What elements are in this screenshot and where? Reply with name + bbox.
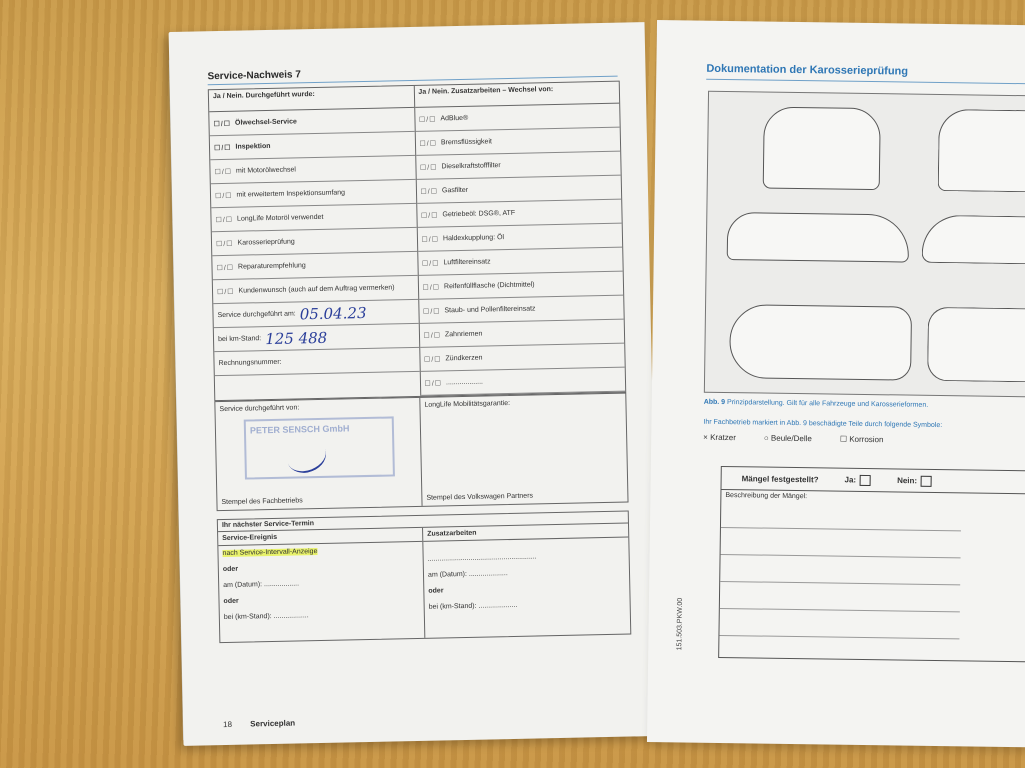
performed-row-label: Kundenwunsch (auch auf dem Auftrag vermerken) [238, 284, 395, 295]
stamp-area [214, 393, 628, 512]
handwritten-date: 05.04.23 [299, 303, 367, 323]
checkbox-pair-icon[interactable]: ☐/☐ [213, 120, 232, 128]
checkbox-pair-icon[interactable]: ☐/☐ [418, 115, 437, 124]
body-check-title: Dokumentation der Karosserieprüfung [706, 62, 909, 78]
legend-dent: ○ Beule/Delle [763, 433, 812, 444]
performed-column-header: Ja / Nein. Durchgeführt wurde: [209, 86, 414, 112]
performed-row-label: LongLife Motoröl verwendet [236, 213, 324, 223]
km-row: bei km-Stand: 125 488 [214, 324, 419, 352]
extra-work-row-label: AdBlue® [440, 114, 469, 123]
defects-line [720, 582, 960, 612]
print-code: 151.503.PKW.00 [676, 597, 684, 651]
performed-row-label: Karosserieprüfung [237, 238, 295, 247]
car-diagram [704, 91, 1025, 398]
page-number: 18 [223, 719, 233, 730]
checkbox-pair-icon[interactable]: ☐/☐ [421, 235, 440, 244]
figure-caption: Abb. 9 Prinzipdarstellung. Gilt für alle Fahrzeuge und Karosserieformen. [703, 398, 929, 409]
checkbox-pair-icon[interactable]: ☐/☐ [421, 259, 440, 268]
checkbox-pair-icon[interactable]: ☐/☐ [423, 355, 442, 364]
no-checkbox[interactable] [921, 475, 932, 486]
performed-row-label: Inspektion [235, 142, 271, 151]
checkbox-pair-icon[interactable]: ☐/☐ [424, 379, 443, 388]
checkbox-pair-icon[interactable]: ☐/☐ [419, 163, 438, 172]
extra-work-row-label: Zahnriemen [444, 330, 483, 339]
extra-work-row-label: ................... [445, 378, 484, 387]
left-page [169, 22, 660, 746]
partner-stamp-cell: LongLife Mobilitätsgarantie: Stempel des Volkswagen Partners [424, 399, 534, 502]
page-footer [223, 719, 295, 730]
next-service-box [217, 511, 632, 644]
title-rule [706, 79, 1025, 85]
performed-row-label: mit erweitertem Inspektionsumfang [236, 189, 346, 199]
next-event-column: Service-Ereignis nach Service-Intervall-Anzeige oder am (Datum): .................. oder bei (km-Stand): .................. [218, 528, 425, 642]
checkbox-pair-icon[interactable]: ☐/☐ [215, 216, 234, 224]
extra-work-column [414, 82, 625, 396]
checkbox-pair-icon[interactable]: ☐/☐ [215, 240, 234, 248]
extra-work-row-label: Gasfilter [441, 186, 469, 195]
performed-row-label: Reparaturempfehlung [237, 262, 306, 271]
legend-corrosion: ☐ Korrosion [839, 434, 884, 445]
extra-work-column-header: Ja / Nein. Zusatzarbeiten – Wechsel von: [414, 82, 619, 108]
defects-line [721, 528, 961, 558]
performed-column [209, 86, 421, 400]
defects-line [721, 501, 961, 531]
extra-work-row-label: Bremsflüssigkeit [440, 138, 492, 147]
marking-note: Ihr Fachbetrieb markiert in Abb. 9 beschädigte Teile durch folgende Symbole: [703, 418, 943, 430]
damage-legend [703, 433, 883, 445]
checkbox-pair-icon[interactable]: ☐/☐ [419, 139, 438, 148]
performed-row-label: mit Motorölwechsel [235, 166, 296, 175]
extra-work-row-label: Getriebeöl: DSG®, ATF [442, 209, 516, 219]
extra-work-row [420, 368, 625, 396]
next-service-header: Ihr nächster Service-Termin [218, 512, 628, 533]
car-front-view-icon [938, 109, 1025, 192]
checkbox-pair-icon[interactable]: ☐/☐ [422, 283, 441, 292]
defects-header: Mängel festgestellt? Ja: Nein: [721, 467, 1025, 494]
extra-work-row-label: Luftfiltereinsatz [443, 258, 491, 267]
extra-work-row-label: Haldexkupplung: Öl [442, 234, 505, 243]
extra-work-row-label: Staub- und Pollenfiltereinsatz [444, 305, 536, 315]
car-underside-view-icon [927, 307, 1025, 383]
defects-line [720, 555, 960, 585]
handwritten-km: 125 488 [265, 328, 328, 348]
next-extra-column: Zusatzarbeiten ........................................................ am (Datum): .................... oder bei (km-Stand): .................... [423, 524, 630, 638]
checkbox-pair-icon[interactable]: ☐/☐ [213, 144, 232, 152]
workshop-stamp-cell: Service durchgeführt von: PETER SENSCH GmbH Stempel des Fachbetriebs [215, 398, 422, 510]
checkbox-pair-icon[interactable]: ☐/☐ [216, 264, 235, 272]
checkbox-pair-icon[interactable]: ☐/☐ [214, 168, 233, 176]
highlighted-interval: nach Service-Intervall-Anzeige [222, 548, 318, 558]
sheet-title: Service-Nachweis 7 [207, 63, 617, 86]
car-top-view-icon [729, 304, 912, 381]
checkbox-pair-icon[interactable]: ☐/☐ [216, 288, 235, 296]
right-page [647, 20, 1025, 747]
section-name: Serviceplan [250, 718, 296, 729]
workshop-stamp: PETER SENSCH GmbH [244, 416, 395, 479]
car-side-view-right-icon [922, 215, 1025, 265]
service-date-row: Service durchgeführt am: 05.04.23 [213, 300, 418, 328]
service-grid [208, 81, 626, 402]
defects-box [718, 466, 1025, 662]
extra-work-row-label: Dieselkraftstofffilter [441, 162, 501, 171]
car-side-view-icon [727, 212, 910, 263]
checkbox-pair-icon[interactable]: ☐/☐ [423, 331, 442, 340]
invoice-row: Rechnungsnummer: [214, 348, 419, 376]
extra-work-row-label: Zündkerzen [445, 354, 483, 363]
checkbox-pair-icon[interactable]: ☐/☐ [214, 192, 233, 200]
defects-description-label: Beschreibung der Mängel: [725, 492, 808, 501]
service-record-sheet [207, 63, 629, 643]
checkbox-pair-icon[interactable]: ☐/☐ [420, 211, 439, 220]
performed-row-label: Ölwechsel-Service [234, 118, 297, 127]
extra-work-row-label: Reifenfüllflasche (Dichtmittel) [443, 281, 535, 291]
legend-scratch: × Kratzer [703, 432, 736, 443]
yes-checkbox[interactable] [860, 474, 871, 485]
checkbox-pair-icon[interactable]: ☐/☐ [420, 187, 439, 196]
defects-line [719, 609, 959, 639]
car-rear-view-icon [763, 107, 881, 191]
checkbox-pair-icon[interactable]: ☐/☐ [422, 307, 441, 316]
